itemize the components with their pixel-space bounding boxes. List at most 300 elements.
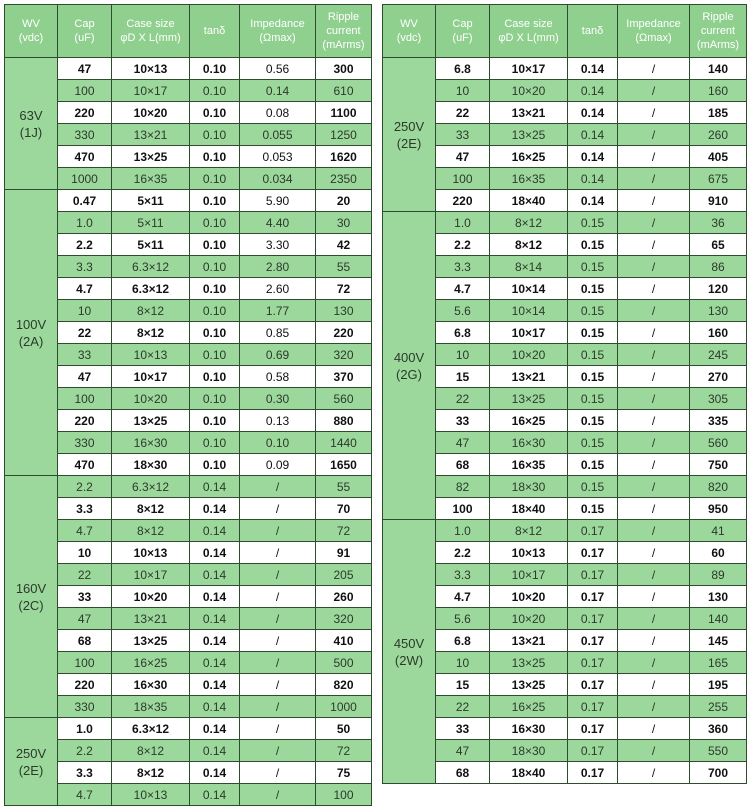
cap-cell: 10 <box>58 542 112 564</box>
ripple-cell: 1440 <box>316 432 372 454</box>
ripple-cell: 320 <box>316 608 372 630</box>
tan-cell: 0.15 <box>568 410 618 432</box>
tan-cell: 0.10 <box>190 454 240 476</box>
cap-cell: 10 <box>436 80 490 102</box>
tan-cell: 0.10 <box>190 212 240 234</box>
impedance-cell: / <box>618 608 690 630</box>
table-row <box>5 696 372 718</box>
voltage-group-label <box>5 476 58 718</box>
ripple-cell: 750 <box>690 454 747 476</box>
impedance-cell: / <box>240 696 316 718</box>
voltage-group-label <box>5 190 58 476</box>
ripple-cell: 130 <box>690 586 747 608</box>
voltage-label-line: 400V <box>393 349 425 365</box>
impedance-header: Impedance (Ωmax) <box>618 5 690 58</box>
ripple-header: Ripple current (mArms) <box>690 5 747 58</box>
table-row <box>5 718 372 740</box>
ripple-cell: 1650 <box>316 454 372 476</box>
cap-cell: 220 <box>58 674 112 696</box>
tan-cell: 0.14 <box>568 58 618 80</box>
table-row <box>5 564 372 586</box>
tan-cell: 0.14 <box>190 542 240 564</box>
cap-cell: 220 <box>436 190 490 212</box>
tan-cell: 0.17 <box>568 652 618 674</box>
table-row <box>5 146 372 168</box>
tan-cell: 0.15 <box>568 388 618 410</box>
case-size-cell: 8×12 <box>490 520 568 542</box>
impedance-cell: / <box>618 410 690 432</box>
impedance-cell: / <box>240 586 316 608</box>
cap-cell: 33 <box>58 344 112 366</box>
cap-cell: 2.2 <box>58 234 112 256</box>
impedance-cell: / <box>618 388 690 410</box>
impedance-cell: / <box>618 366 690 388</box>
cap-cell: 5.6 <box>436 300 490 322</box>
cap-cell: 3.3 <box>58 498 112 520</box>
cap-header: Cap (uF) <box>58 5 112 58</box>
impedance-cell: / <box>618 322 690 344</box>
table-row <box>5 234 372 256</box>
ripple-cell: 410 <box>316 630 372 652</box>
case-size-cell: 18×30 <box>490 740 568 762</box>
case-size-cell: 10×20 <box>490 586 568 608</box>
ripple-cell: 320 <box>316 344 372 366</box>
table-row <box>5 762 372 784</box>
ripple-cell: 86 <box>690 256 747 278</box>
table-row <box>383 322 747 344</box>
table-row <box>383 718 747 740</box>
case-size-cell: 8×12 <box>112 498 190 520</box>
case-size-cell: 10×14 <box>490 300 568 322</box>
cap-cell: 2.2 <box>436 234 490 256</box>
table-row <box>383 124 747 146</box>
ripple-cell: 270 <box>690 366 747 388</box>
cap-cell: 22 <box>436 696 490 718</box>
tan-cell: 0.17 <box>568 674 618 696</box>
voltage-label-line: (2C) <box>18 597 44 613</box>
cap-cell: 2.2 <box>58 476 112 498</box>
tan-cell: 0.17 <box>568 608 618 630</box>
tan-cell: 0.10 <box>190 300 240 322</box>
case-size-cell: 10×13 <box>112 344 190 366</box>
impedance-cell: / <box>618 102 690 124</box>
impedance-cell: / <box>618 124 690 146</box>
ripple-cell: 220 <box>316 322 372 344</box>
voltage-label-line: (2W) <box>394 652 424 668</box>
case-size-cell: 16×35 <box>112 168 190 190</box>
impedance-cell: / <box>618 168 690 190</box>
table-row <box>383 102 747 124</box>
cap-cell: 15 <box>436 674 490 696</box>
case-size-cell: 10×13 <box>112 58 190 80</box>
impedance-cell: / <box>618 630 690 652</box>
impedance-cell: / <box>240 608 316 630</box>
cap-cell: 22 <box>436 388 490 410</box>
case-size-cell: 18×40 <box>490 498 568 520</box>
impedance-cell: 0.14 <box>240 80 316 102</box>
case-size-cell: 8×12 <box>490 212 568 234</box>
ripple-cell: 500 <box>316 652 372 674</box>
table-row <box>383 146 747 168</box>
impedance-cell: / <box>618 58 690 80</box>
ripple-cell: 560 <box>690 432 747 454</box>
impedance-cell: / <box>618 696 690 718</box>
case-size-cell: 13×25 <box>112 146 190 168</box>
voltage-label-line: 450V <box>393 635 425 651</box>
ripple-cell: 140 <box>690 58 747 80</box>
ripple-cell: 160 <box>690 322 747 344</box>
wv-header: WV (vdc) <box>383 5 436 58</box>
table-row <box>5 454 372 476</box>
tan-cell: 0.14 <box>190 630 240 652</box>
cap-cell: 100 <box>58 652 112 674</box>
table-row <box>5 586 372 608</box>
ripple-cell: 405 <box>690 146 747 168</box>
cap-cell: 4.7 <box>58 520 112 542</box>
ripple-cell: 300 <box>316 58 372 80</box>
case-size-cell: 13×21 <box>490 102 568 124</box>
impedance-cell: / <box>618 520 690 542</box>
case-size-cell: 16×30 <box>490 432 568 454</box>
cap-cell: 10 <box>436 652 490 674</box>
tan-cell: 0.15 <box>568 454 618 476</box>
voltage-label-line: 63V <box>19 107 43 123</box>
impedance-cell: 1.77 <box>240 300 316 322</box>
cap-cell: 68 <box>436 454 490 476</box>
tan-cell: 0.14 <box>568 80 618 102</box>
ripple-cell: 72 <box>316 740 372 762</box>
table-row <box>383 366 747 388</box>
case-size-cell: 18×30 <box>490 476 568 498</box>
case-size-cell: 10×13 <box>112 784 190 806</box>
tan-cell: 0.17 <box>568 740 618 762</box>
tan-cell: 0.15 <box>568 476 618 498</box>
case-size-cell: 8×12 <box>112 322 190 344</box>
table-row <box>383 300 747 322</box>
tan-cell: 0.17 <box>568 542 618 564</box>
ripple-cell: 185 <box>690 102 747 124</box>
case-size-cell: 8×12 <box>112 762 190 784</box>
impedance-cell: / <box>240 476 316 498</box>
impedance-cell: / <box>618 498 690 520</box>
impedance-cell: / <box>240 498 316 520</box>
table-row <box>383 454 747 476</box>
impedance-cell: / <box>618 476 690 498</box>
table-row <box>383 388 747 410</box>
ripple-cell: 65 <box>690 234 747 256</box>
tan-cell: 0.10 <box>190 410 240 432</box>
case-size-cell: 16×25 <box>112 652 190 674</box>
table-row <box>5 388 372 410</box>
cap-cell: 4.7 <box>58 784 112 806</box>
tan-cell: 0.15 <box>568 278 618 300</box>
ripple-cell: 60 <box>690 542 747 564</box>
cap-cell: 47 <box>58 608 112 630</box>
case-size-cell: 13×21 <box>112 608 190 630</box>
cap-cell: 2.2 <box>58 740 112 762</box>
tan-cell: 0.14 <box>190 476 240 498</box>
tan-cell: 0.10 <box>190 432 240 454</box>
ripple-cell: 1100 <box>316 102 372 124</box>
wv-header: WV (vdc) <box>5 5 58 58</box>
case-size-header: Case size φD X L(mm) <box>112 5 190 58</box>
tan-cell: 0.14 <box>568 146 618 168</box>
case-size-cell: 10×17 <box>112 564 190 586</box>
tan-cell: 0.10 <box>190 344 240 366</box>
cap-cell: 3.3 <box>58 762 112 784</box>
cap-cell: 47 <box>436 146 490 168</box>
table-row <box>5 212 372 234</box>
impedance-cell: 0.053 <box>240 146 316 168</box>
ripple-cell: 120 <box>690 278 747 300</box>
voltage-label-line: 160V <box>15 580 47 596</box>
ripple-cell: 72 <box>316 278 372 300</box>
cap-cell: 0.47 <box>58 190 112 212</box>
tan-cell: 0.15 <box>568 322 618 344</box>
case-size-cell: 8×12 <box>112 740 190 762</box>
cap-cell: 6.8 <box>436 58 490 80</box>
case-size-cell: 10×20 <box>112 586 190 608</box>
table-row <box>383 256 747 278</box>
table-row <box>383 608 747 630</box>
ripple-cell: 140 <box>690 608 747 630</box>
cap-cell: 470 <box>58 146 112 168</box>
cap-cell: 10 <box>436 344 490 366</box>
table-row <box>383 542 747 564</box>
impedance-cell: / <box>618 762 690 784</box>
case-size-cell: 8×12 <box>112 520 190 542</box>
tan-cell: 0.14 <box>190 784 240 806</box>
ripple-cell: 195 <box>690 674 747 696</box>
tan-cell: 0.14 <box>190 762 240 784</box>
ripple-cell: 100 <box>316 784 372 806</box>
ripple-cell: 675 <box>690 168 747 190</box>
ripple-cell: 700 <box>690 762 747 784</box>
case-size-cell: 10×20 <box>112 102 190 124</box>
case-size-cell: 10×20 <box>490 608 568 630</box>
voltage-label-line: (1J) <box>19 124 43 140</box>
ripple-cell: 335 <box>690 410 747 432</box>
table-row <box>383 564 747 586</box>
impedance-cell: 0.69 <box>240 344 316 366</box>
tan-cell: 0.17 <box>568 762 618 784</box>
case-size-cell: 16×25 <box>490 696 568 718</box>
ripple-cell: 55 <box>316 256 372 278</box>
ripple-cell: 41 <box>690 520 747 542</box>
impedance-cell: / <box>240 718 316 740</box>
voltage-group-label <box>5 58 58 190</box>
cap-cell: 47 <box>436 740 490 762</box>
cap-cell: 1.0 <box>436 520 490 542</box>
case-size-cell: 10×17 <box>490 564 568 586</box>
voltage-group-label <box>383 212 436 520</box>
case-size-cell: 10×20 <box>490 80 568 102</box>
ripple-cell: 550 <box>690 740 747 762</box>
tan-cell: 0.10 <box>190 388 240 410</box>
case-size-cell: 16×25 <box>490 146 568 168</box>
impedance-cell: / <box>618 256 690 278</box>
ripple-header: Ripple current (mArms) <box>316 5 372 58</box>
table-row <box>383 168 747 190</box>
case-size-cell: 13×21 <box>490 366 568 388</box>
voltage-group-label <box>383 520 436 784</box>
case-size-header: Case size φD X L(mm) <box>490 5 568 58</box>
ripple-cell: 145 <box>690 630 747 652</box>
header-row <box>5 5 372 58</box>
case-size-cell: 8×12 <box>112 300 190 322</box>
table-row <box>5 300 372 322</box>
cap-cell: 22 <box>58 322 112 344</box>
tan-cell: 0.17 <box>568 564 618 586</box>
tan-cell: 0.15 <box>568 234 618 256</box>
ripple-cell: 260 <box>690 124 747 146</box>
impedance-cell: / <box>240 630 316 652</box>
impedance-cell: / <box>618 212 690 234</box>
table-row <box>383 410 747 432</box>
cap-cell: 330 <box>58 432 112 454</box>
impedance-cell: 0.85 <box>240 322 316 344</box>
ripple-cell: 245 <box>690 344 747 366</box>
impedance-cell: 2.80 <box>240 256 316 278</box>
case-size-cell: 10×17 <box>112 366 190 388</box>
tan-cell: 0.10 <box>190 58 240 80</box>
impedance-cell: / <box>618 190 690 212</box>
tan-cell: 0.14 <box>190 740 240 762</box>
cap-cell: 15 <box>436 366 490 388</box>
ripple-cell: 610 <box>316 80 372 102</box>
voltage-label-line: 100V <box>15 316 47 332</box>
impedance-cell: / <box>240 784 316 806</box>
cap-cell: 4.7 <box>436 278 490 300</box>
cap-cell: 68 <box>436 762 490 784</box>
ripple-cell: 36 <box>690 212 747 234</box>
impedance-cell: / <box>618 740 690 762</box>
ripple-cell: 70 <box>316 498 372 520</box>
tan-cell: 0.14 <box>568 190 618 212</box>
tan-cell: 0.10 <box>190 124 240 146</box>
table-row <box>5 278 372 300</box>
cap-cell: 100 <box>58 80 112 102</box>
tan-cell: 0.14 <box>568 102 618 124</box>
cap-cell: 47 <box>436 432 490 454</box>
case-size-cell: 10×17 <box>490 322 568 344</box>
ripple-cell: 880 <box>316 410 372 432</box>
cap-cell: 4.7 <box>58 278 112 300</box>
ripple-cell: 910 <box>690 190 747 212</box>
cap-cell: 10 <box>58 300 112 322</box>
ripple-cell: 360 <box>690 718 747 740</box>
cap-cell: 4.7 <box>436 586 490 608</box>
table-row <box>5 366 372 388</box>
cap-cell: 220 <box>58 410 112 432</box>
impedance-cell: 3.30 <box>240 234 316 256</box>
ripple-cell: 820 <box>316 674 372 696</box>
case-size-cell: 10×13 <box>112 542 190 564</box>
tan-cell: 0.14 <box>190 718 240 740</box>
table-row <box>383 630 747 652</box>
tan-cell: 0.15 <box>568 256 618 278</box>
tan-cell: 0.15 <box>568 498 618 520</box>
tan-cell: 0.14 <box>190 498 240 520</box>
table-row <box>5 58 372 80</box>
tan-cell: 0.17 <box>568 718 618 740</box>
case-size-cell: 16×30 <box>112 432 190 454</box>
cap-cell: 3.3 <box>58 256 112 278</box>
impedance-cell: / <box>240 520 316 542</box>
ripple-cell: 305 <box>690 388 747 410</box>
ripple-cell: 89 <box>690 564 747 586</box>
impedance-cell: 0.13 <box>240 410 316 432</box>
tan-cell: 0.15 <box>568 366 618 388</box>
impedance-cell: 5.90 <box>240 190 316 212</box>
impedance-cell: / <box>618 80 690 102</box>
table-row <box>5 674 372 696</box>
ripple-cell: 820 <box>690 476 747 498</box>
table-row <box>383 586 747 608</box>
tan-cell: 0.10 <box>190 366 240 388</box>
impedance-cell: / <box>618 146 690 168</box>
case-size-cell: 13×25 <box>490 388 568 410</box>
table-row <box>5 256 372 278</box>
case-size-cell: 13×25 <box>112 410 190 432</box>
impedance-cell: / <box>240 542 316 564</box>
table-row <box>383 212 747 234</box>
cap-cell: 33 <box>436 718 490 740</box>
ripple-cell: 950 <box>690 498 747 520</box>
tan-cell: 0.14 <box>568 124 618 146</box>
table-row <box>383 696 747 718</box>
voltage-label-line: (2A) <box>18 333 44 349</box>
impedance-cell: 0.10 <box>240 432 316 454</box>
tan-cell: 0.14 <box>190 586 240 608</box>
table-row <box>5 322 372 344</box>
cap-cell: 100 <box>436 498 490 520</box>
voltage-group-label <box>383 58 436 212</box>
impedance-cell: / <box>240 564 316 586</box>
case-size-cell: 6.3×12 <box>112 718 190 740</box>
cap-cell: 220 <box>58 102 112 124</box>
cap-cell: 1000 <box>58 168 112 190</box>
voltage-label-line: (2E) <box>18 762 44 778</box>
table-row <box>5 432 372 454</box>
ripple-cell: 1250 <box>316 124 372 146</box>
table-row <box>383 476 747 498</box>
case-size-cell: 6.3×12 <box>112 256 190 278</box>
table-row <box>383 520 747 542</box>
table-row <box>383 674 747 696</box>
tan-cell: 0.10 <box>190 234 240 256</box>
cap-cell: 82 <box>436 476 490 498</box>
case-size-cell: 5×11 <box>112 190 190 212</box>
right-spec-table <box>382 4 747 784</box>
voltage-label-line: (2G) <box>396 366 422 382</box>
table-row <box>383 762 747 784</box>
table-row <box>5 476 372 498</box>
ripple-cell: 55 <box>316 476 372 498</box>
ripple-cell: 370 <box>316 366 372 388</box>
cap-cell: 2.2 <box>436 542 490 564</box>
impedance-cell: / <box>240 674 316 696</box>
ripple-cell: 130 <box>316 300 372 322</box>
table-row <box>383 740 747 762</box>
tan-cell: 0.14 <box>190 520 240 542</box>
impedance-cell: 2.60 <box>240 278 316 300</box>
table-row <box>383 344 747 366</box>
tan-header: tanδ <box>568 5 618 58</box>
tan-cell: 0.10 <box>190 146 240 168</box>
case-size-cell: 6.3×12 <box>112 278 190 300</box>
case-size-cell: 16×30 <box>490 718 568 740</box>
